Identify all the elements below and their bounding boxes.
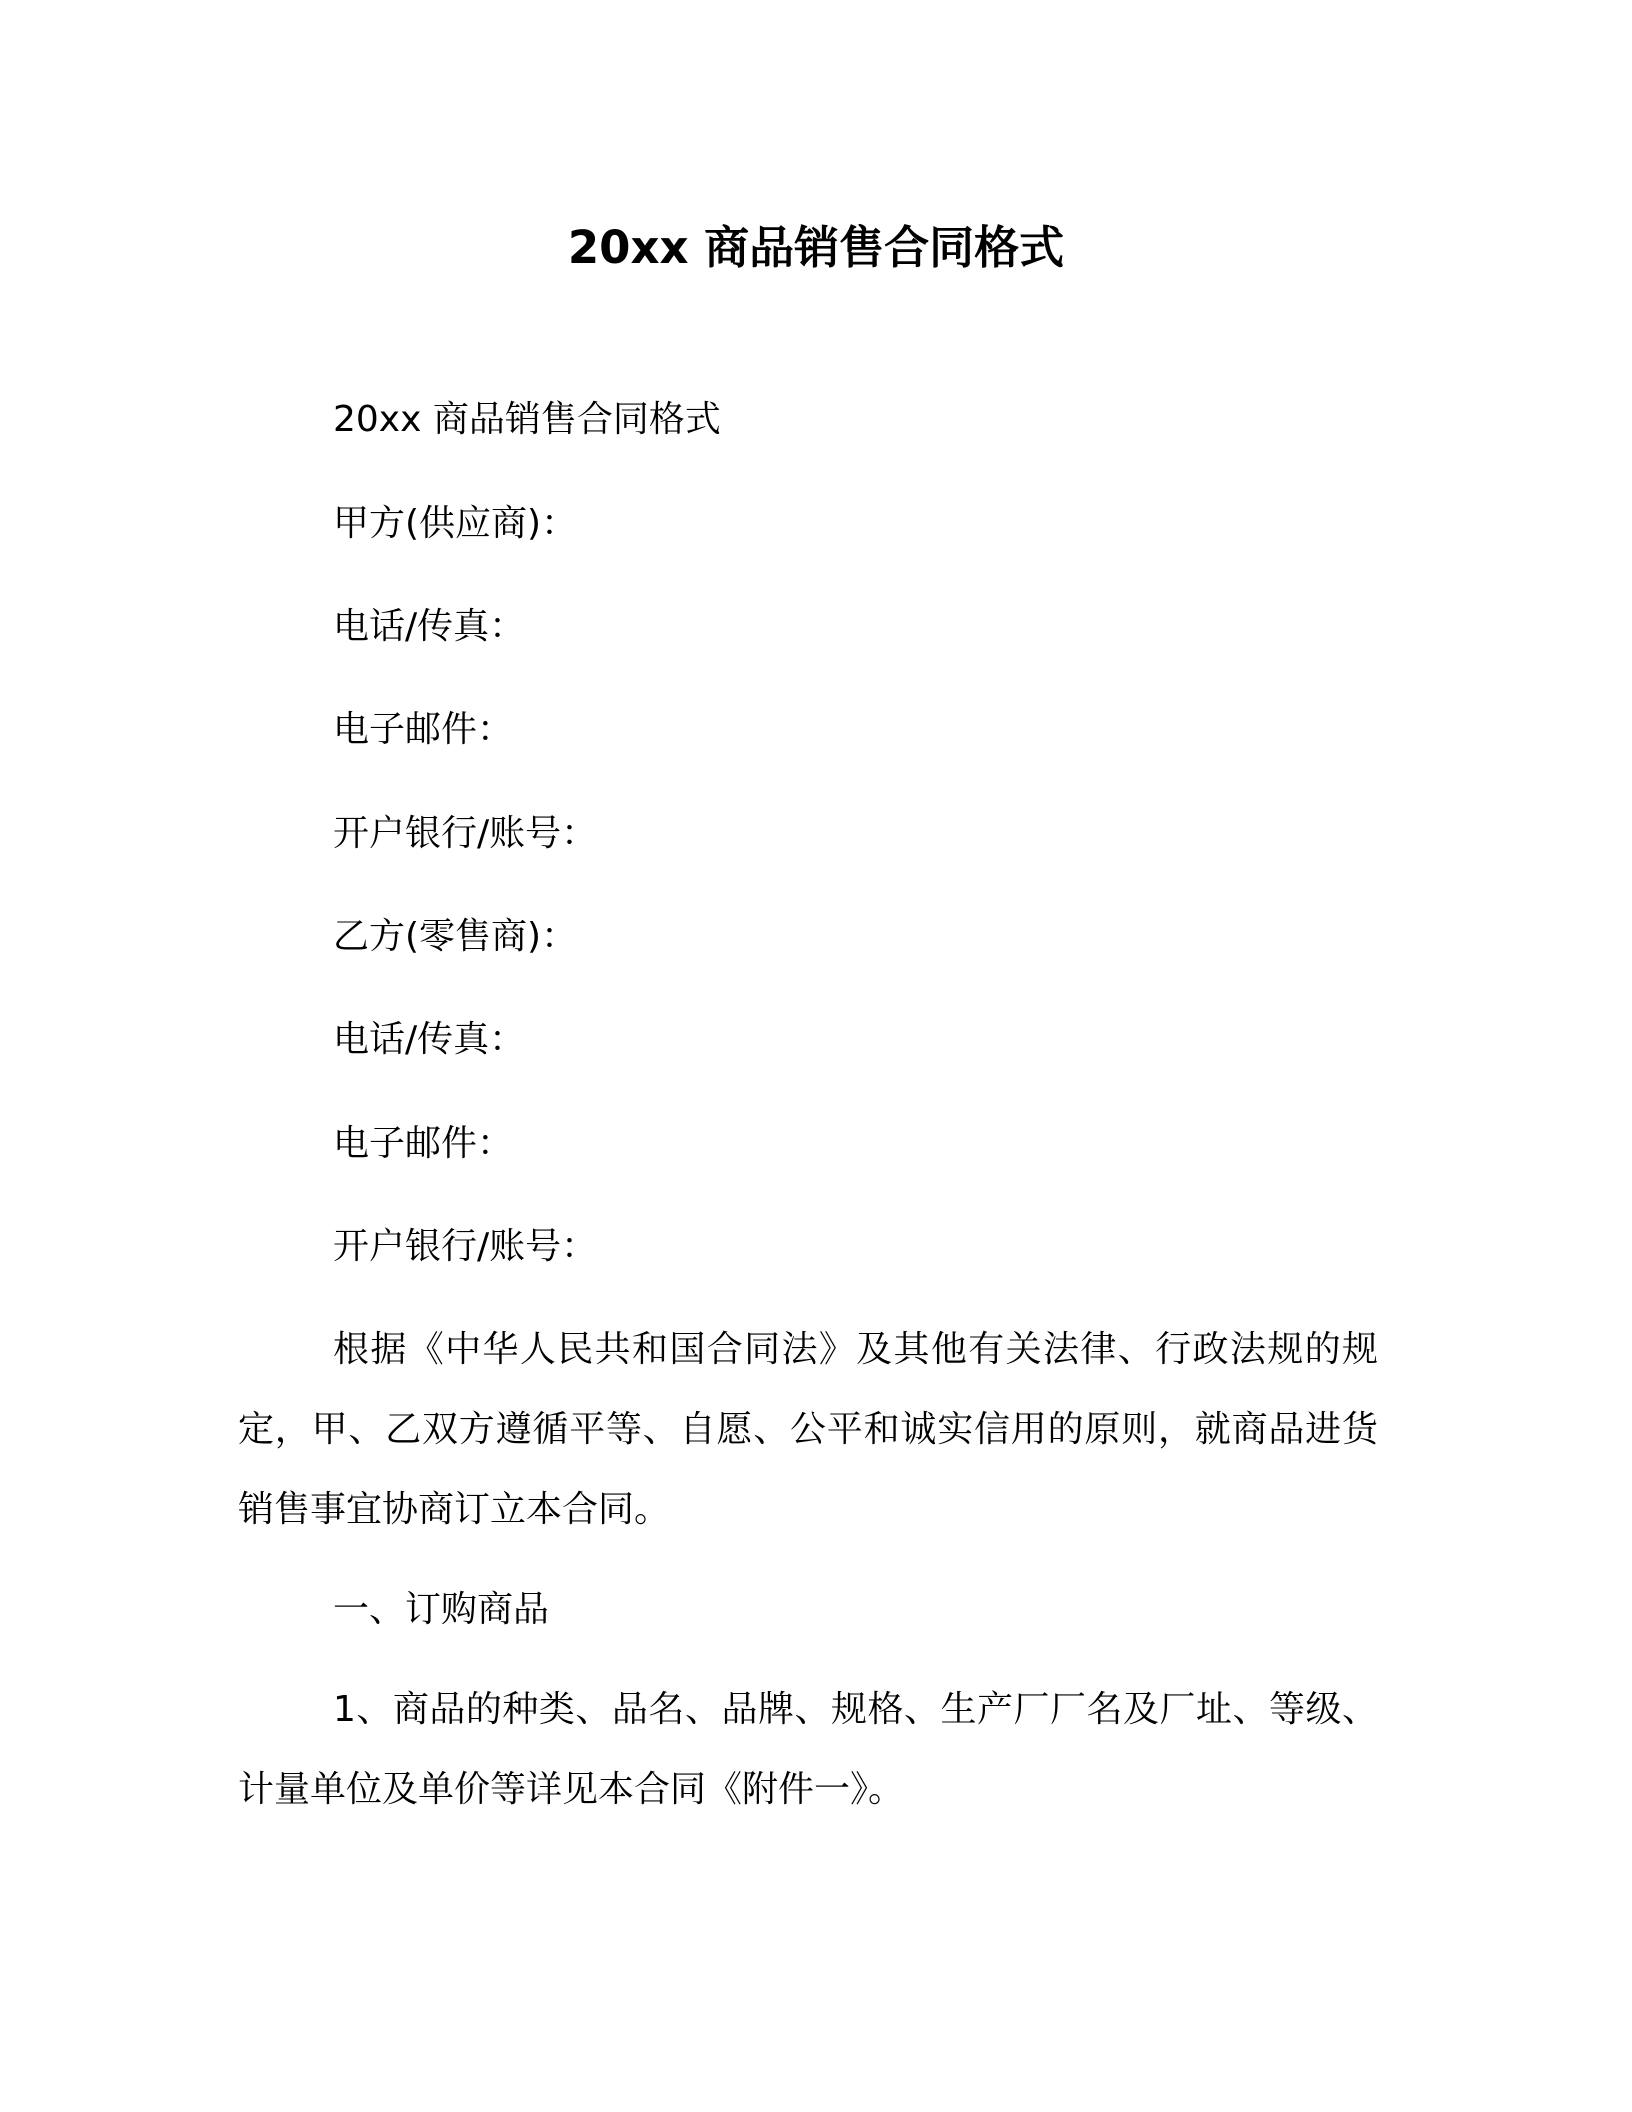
document-subtitle: 20xx 商品销售合同格式 <box>333 399 721 440</box>
party-b-bank-account: 开户银行/账号： <box>333 1226 598 1267</box>
section-1-heading: 一、订购商品 <box>333 1589 550 1630</box>
preamble-paragraph: 根据《中华人民共和国合同法》及其他有关法律、行政法规的规定，甲、乙双方遵循平等、自愿、公平和诚实信用的原则，就商品进货销售事宜协商订立本合同。 <box>238 1329 1378 1530</box>
party-a-label: 甲方(供应商)： <box>333 503 578 544</box>
party-b-phone-fax: 电话/传真： <box>333 1019 526 1060</box>
party-a-phone-fax: 电话/传真： <box>333 606 526 647</box>
party-b-email: 电子邮件： <box>333 1123 514 1164</box>
party-b-label: 乙方(零售商)： <box>333 916 578 957</box>
party-a-email: 电子邮件： <box>333 709 514 750</box>
party-a-bank-account: 开户银行/账号： <box>333 813 598 854</box>
document-title: 20xx 商品销售合同格式 <box>567 221 1065 274</box>
section-1-clause-1: 1、商品的种类、品名、品牌、规格、生产厂厂名及厂址、等级、计量单位及单价等详见本合同《附件一》。 <box>238 1689 1378 1810</box>
